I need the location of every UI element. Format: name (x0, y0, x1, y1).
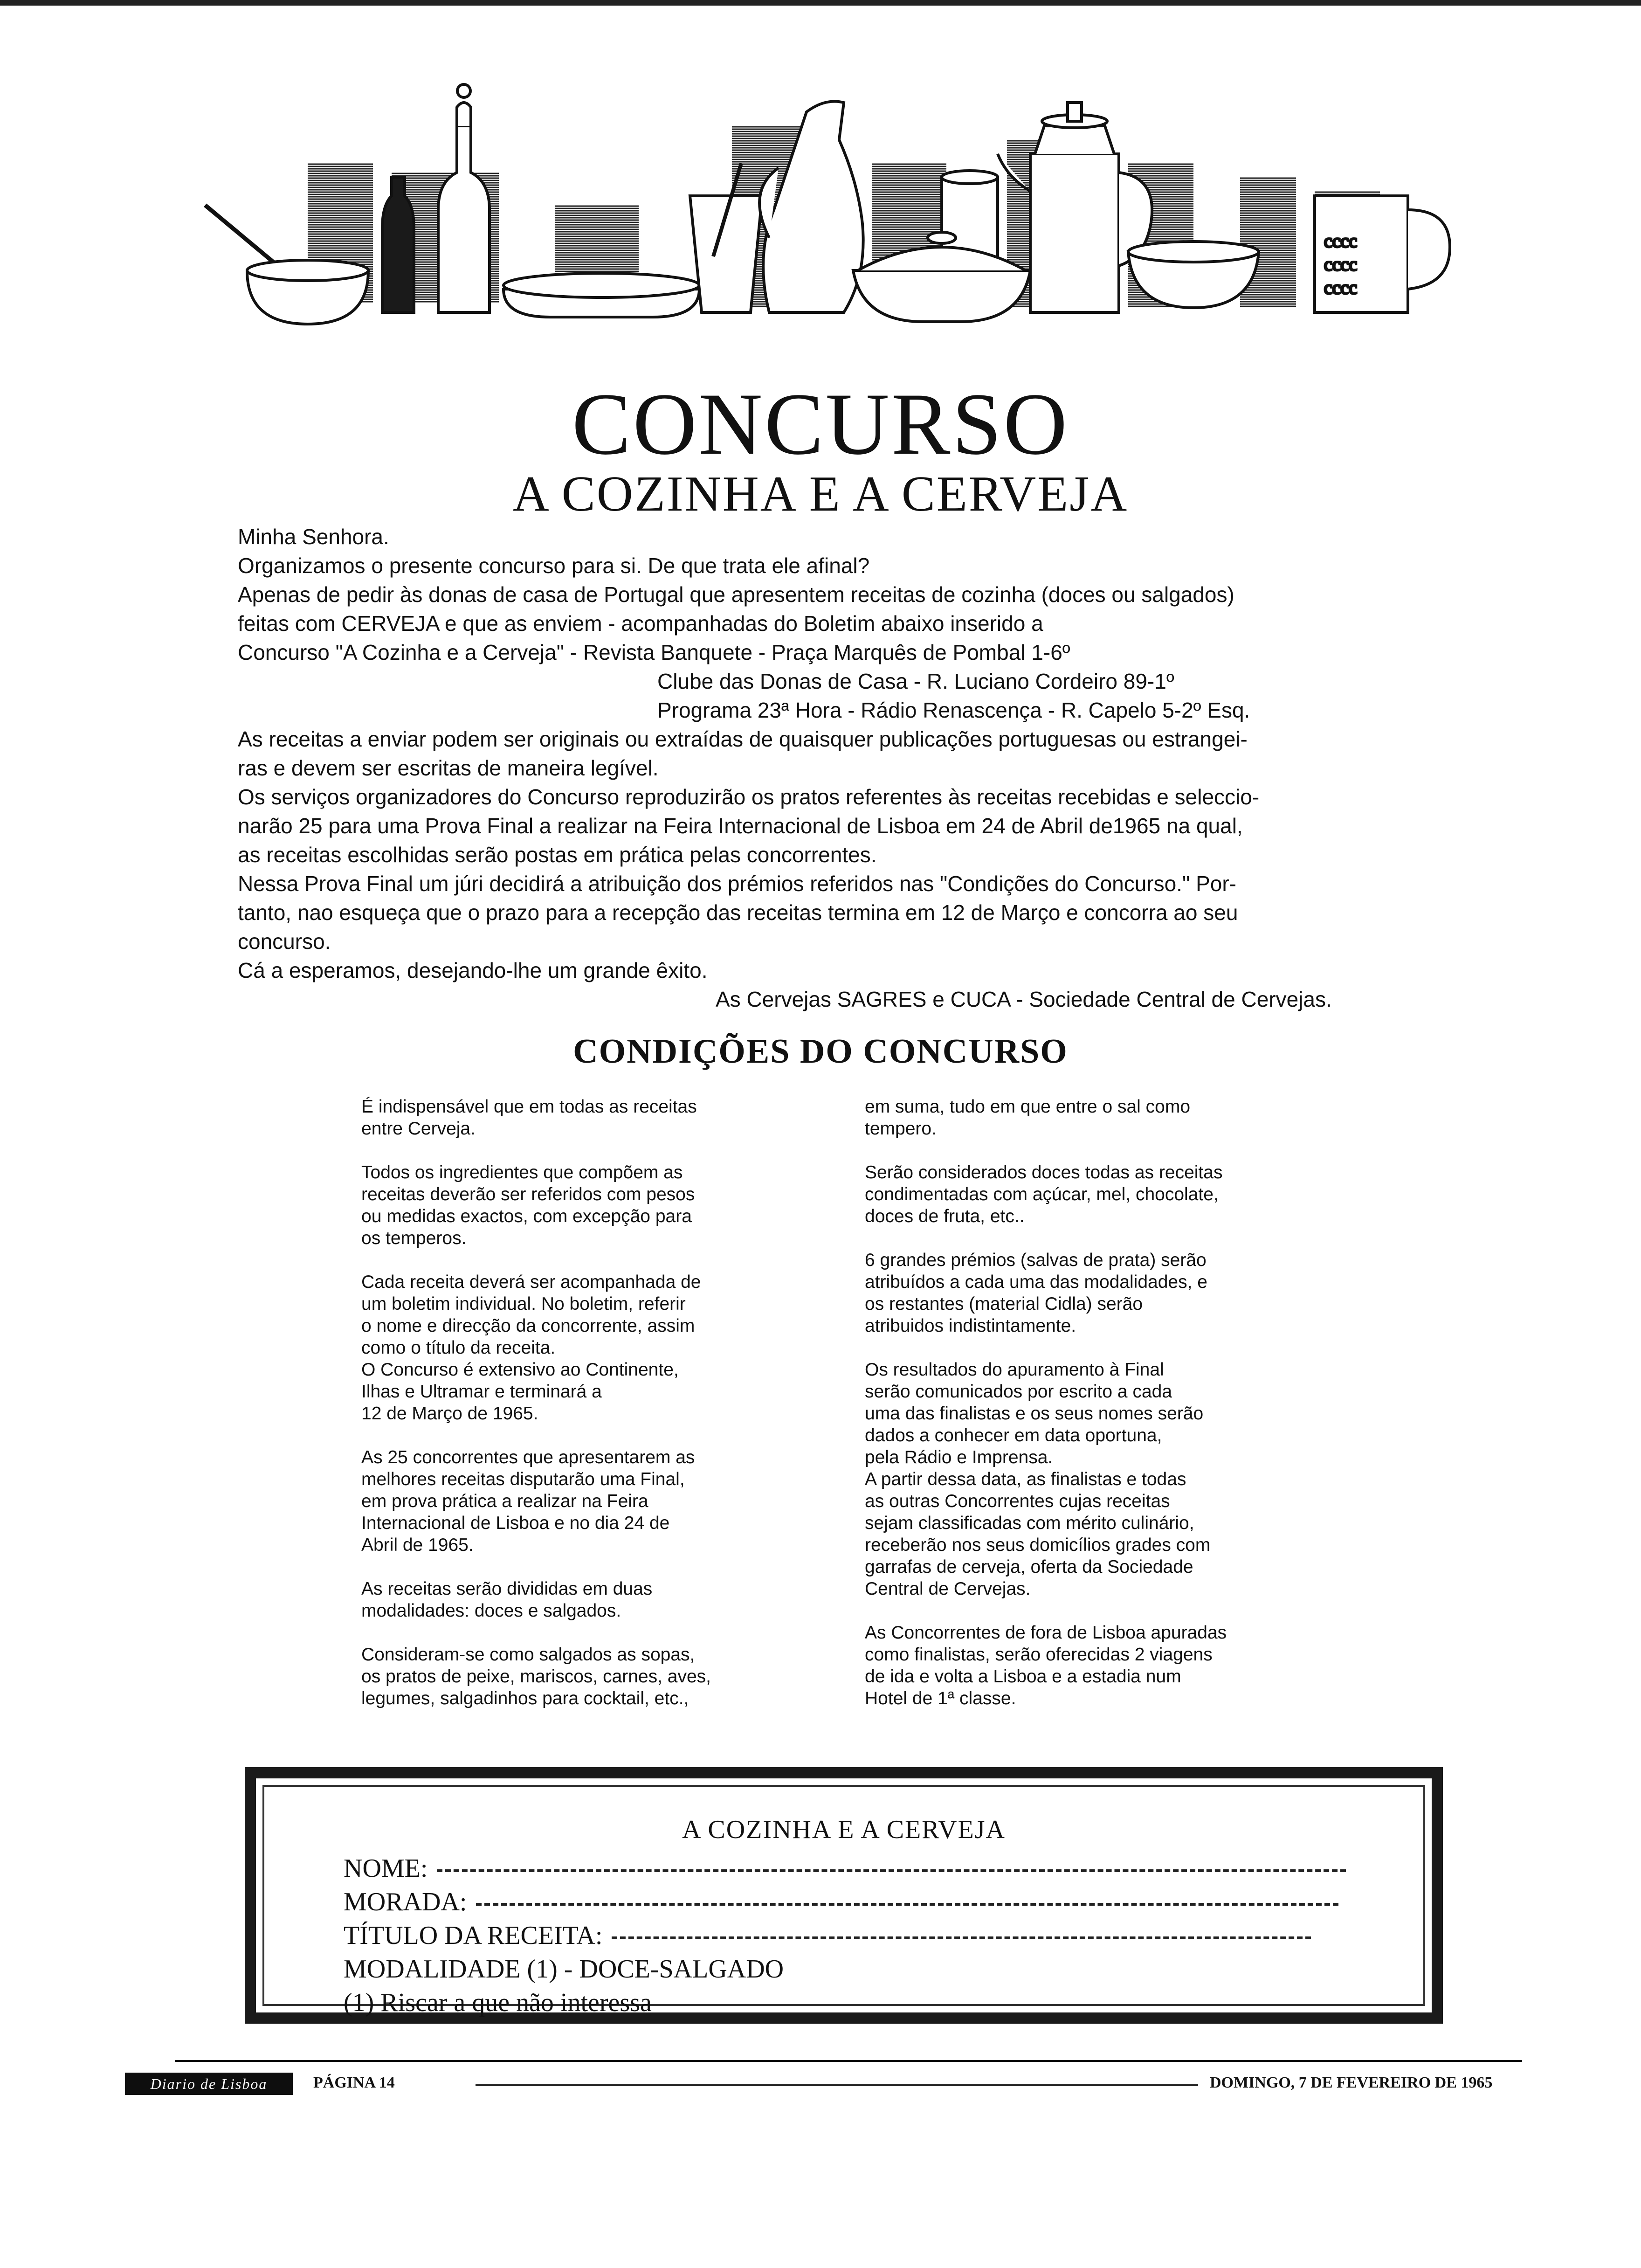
condition-line: Hotel de 1ª classe. (865, 1688, 1016, 1708)
intro-line: Cá a esperamos, desejando-lhe um grande êxito. (238, 958, 708, 982)
condition-paragraph (361, 1644, 814, 1709)
condition-line: Central de Cervejas. (865, 1579, 1031, 1599)
condition-line: ou medidas exactos, com excepção para (361, 1206, 692, 1226)
intro-line: Clube das Donas de Casa - R. Luciano Cordeiro 89-1º (657, 669, 1174, 693)
form-field-nome[interactable] (344, 1852, 1346, 1885)
entry-form (245, 1767, 1443, 2024)
masthead-logo: Diario de Lisboa (125, 2073, 293, 2095)
condition-line: o nome e direcção da concorrente, assim (361, 1316, 695, 1336)
condition-line: receberão nos seus domicílios grades com (865, 1535, 1211, 1555)
form-field-modalidade[interactable]: MODALIDADE (1) - DOCE-SALGADO (344, 1955, 784, 1984)
intro-line: feitas com CERVEJA e que as enviem - acompanhadas do Boletim abaixo inserido a (238, 611, 1043, 636)
condition-line: O Concurso é extensivo ao Continente, (361, 1360, 679, 1380)
condition-line: Os resultados do apuramento à Final (865, 1360, 1164, 1380)
condition-line: serão comunicados por escrito a cada (865, 1382, 1172, 1402)
condition-paragraph (361, 1578, 814, 1622)
condition-paragraph (865, 1622, 1368, 1709)
condition-line: garrafas de cerveja, oferta da Sociedade (865, 1557, 1193, 1577)
condition-line: 6 grandes prémios (salvas de prata) serão (865, 1250, 1207, 1270)
conditions-heading: CONDIÇÕES DO CONCURSO (573, 1032, 1068, 1071)
condition-paragraph (361, 1446, 814, 1556)
form-footnote: (1) Riscar a que não interessa (344, 1988, 652, 2017)
intro-line: narão 25 para uma Prova Final a realizar na Feira Internacional de Lisboa em 24 de Abril de1965 na qual, (238, 814, 1243, 838)
intro-line: Minha Senhora. (238, 525, 389, 549)
condition-line: condimentadas com açúcar, mel, chocolate, (865, 1184, 1219, 1204)
intro-line: tanto, nao esqueça que o prazo para a recepção das receitas termina em 12 de Março e concorra ao seu (238, 900, 1238, 925)
condition-line: os restantes (material Cidla) serão (865, 1294, 1143, 1314)
svg-text:cccc: cccc (1324, 230, 1358, 251)
condition-line: Abril de 1965. (361, 1535, 474, 1555)
condition-line: Cada receita deverá ser acompanhada de (361, 1272, 701, 1292)
intro-line: Programa 23ª Hora - Rádio Renascença - R. Capelo 5-2º Esq. (657, 698, 1250, 722)
footer-rule (175, 2060, 1522, 2062)
intro-line: Nessa Prova Final um júri decidirá a atribuição dos prémios referidos nas "Condições do Concurso." Por- (238, 871, 1236, 896)
form-label-nome: NOME: (344, 1854, 428, 1883)
condition-line: em suma, tudo em que entre o sal como (865, 1097, 1191, 1117)
condition-line: os pratos de peixe, mariscos, carnes, aves, (361, 1666, 711, 1687)
intro-line: Os serviços organizadores do Concurso reproduzirão os pratos referentes às receitas recebidas e seleccio- (238, 785, 1260, 809)
fill-line (612, 1936, 1311, 1939)
condition-line: sejam classificadas com mérito culinário, (865, 1513, 1194, 1533)
condition-line: legumes, salgadinhos para cocktail, etc., (361, 1688, 689, 1708)
page-subtitle: A COZINHA E A CERVEJA (512, 466, 1129, 522)
condition-line: Ilhas e Ultramar e terminará a (361, 1382, 602, 1402)
fill-line (437, 1869, 1346, 1872)
condition-line: atribuídos a cada uma das modalidades, e (865, 1272, 1207, 1292)
condition-line: de ida e volta a Lisboa e a estadia num (865, 1666, 1181, 1687)
top-rule (0, 0, 1641, 6)
intro-signature: As Cervejas SAGRES e CUCA - Sociedade Central de Cervejas. (716, 987, 1332, 1011)
condition-line: como o título da receita. (361, 1338, 556, 1358)
svg-text:cccc: cccc (1324, 277, 1358, 298)
fill-line (476, 1903, 1338, 1906)
condition-line: Todos os ingredientes que compõem as (361, 1162, 683, 1182)
condition-line: Consideram-se como salgados as sopas, (361, 1645, 695, 1665)
form-field-morada[interactable] (344, 1886, 1338, 1918)
svg-text:cccc: cccc (1324, 254, 1358, 275)
condition-line: como finalistas, serão oferecidas 2 viagens (865, 1645, 1213, 1665)
conditions-left-column (361, 1096, 814, 1731)
page-number: PÁGINA 14 (313, 2074, 395, 2091)
form-field-titulo[interactable] (344, 1919, 1311, 1952)
condition-line: um boletim individual. No boletim, referir (361, 1294, 686, 1314)
issue-date: DOMINGO, 7 DE FEVEREIRO DE 1965 (1210, 2074, 1493, 2091)
condition-line: atribuidos indistintamente. (865, 1316, 1076, 1336)
condition-line: receitas deverão ser referidos com pesos (361, 1184, 695, 1204)
condition-line: os temperos. (361, 1228, 467, 1248)
condition-paragraph (865, 1359, 1368, 1600)
footer-divider (476, 2084, 1198, 2086)
condition-paragraph (865, 1096, 1368, 1140)
condition-paragraph (865, 1162, 1368, 1227)
condition-line: 12 de Março de 1965. (361, 1404, 538, 1424)
intro-line: Organizamos o presente concurso para si. De que trata ele afinal? (238, 553, 870, 578)
condition-paragraph (361, 1162, 814, 1249)
intro-line: Concurso "A Cozinha e a Cerveja" - Revista Banquete - Praça Marquês de Pombal 1-6º (238, 640, 1070, 664)
form-label-titulo: TÍTULO DA RECEITA: (344, 1921, 603, 1950)
condition-paragraph (361, 1271, 814, 1424)
condition-line: tempero. (865, 1119, 937, 1139)
condition-line: As 25 concorrentes que apresentarem as (361, 1447, 695, 1467)
intro-line: concurso. (238, 929, 331, 954)
condition-line: entre Cerveja. (361, 1119, 476, 1139)
condition-line: dados a conhecer em data oportuna, (865, 1425, 1162, 1445)
condition-line: É indispensável que em todas as receitas (361, 1097, 697, 1117)
intro-line: As receitas a enviar podem ser originais ou extraídas de quaisquer publicações portuguesas ou estrangei- (238, 727, 1248, 751)
form-label-morada: MORADA: (344, 1888, 467, 1916)
condition-line: pela Rádio e Imprensa. (865, 1447, 1053, 1467)
condition-paragraph (865, 1249, 1368, 1337)
intro-line: Apenas de pedir às donas de casa de Portugal que apresentem receitas de cozinha (doces ou salgados) (238, 582, 1234, 607)
intro-line: ras e devem ser escritas de maneira legível. (238, 756, 659, 780)
condition-line: melhores receitas disputarão uma Final, (361, 1469, 685, 1489)
condition-paragraph (361, 1096, 814, 1140)
condition-line: As Concorrentes de fora de Lisboa apuradas (865, 1623, 1227, 1643)
kitchen-illustration (196, 70, 1492, 359)
form-title: A COZINHA E A CERVEJA (682, 1815, 1006, 1844)
condition-line: doces de fruta, etc.. (865, 1206, 1025, 1226)
condition-line: uma das finalistas e os seus nomes serão (865, 1404, 1204, 1424)
condition-line: as outras Concorrentes cujas receitas (865, 1491, 1170, 1511)
page-title: CONCURSO (572, 375, 1069, 473)
condition-line: Internacional de Lisboa e no dia 24 de (361, 1513, 670, 1533)
condition-line: em prova prática a realizar na Feira (361, 1491, 648, 1511)
conditions-right-column (865, 1096, 1368, 1731)
condition-line: A partir dessa data, as finalistas e todas (865, 1469, 1186, 1489)
condition-line: Serão considerados doces todas as receitas (865, 1162, 1223, 1182)
condition-line: modalidades: doces e salgados. (361, 1601, 621, 1621)
intro-line: as receitas escolhidas serão postas em prática pelas concorrentes. (238, 843, 877, 867)
condition-line: As receitas serão divididas em duas (361, 1579, 653, 1599)
